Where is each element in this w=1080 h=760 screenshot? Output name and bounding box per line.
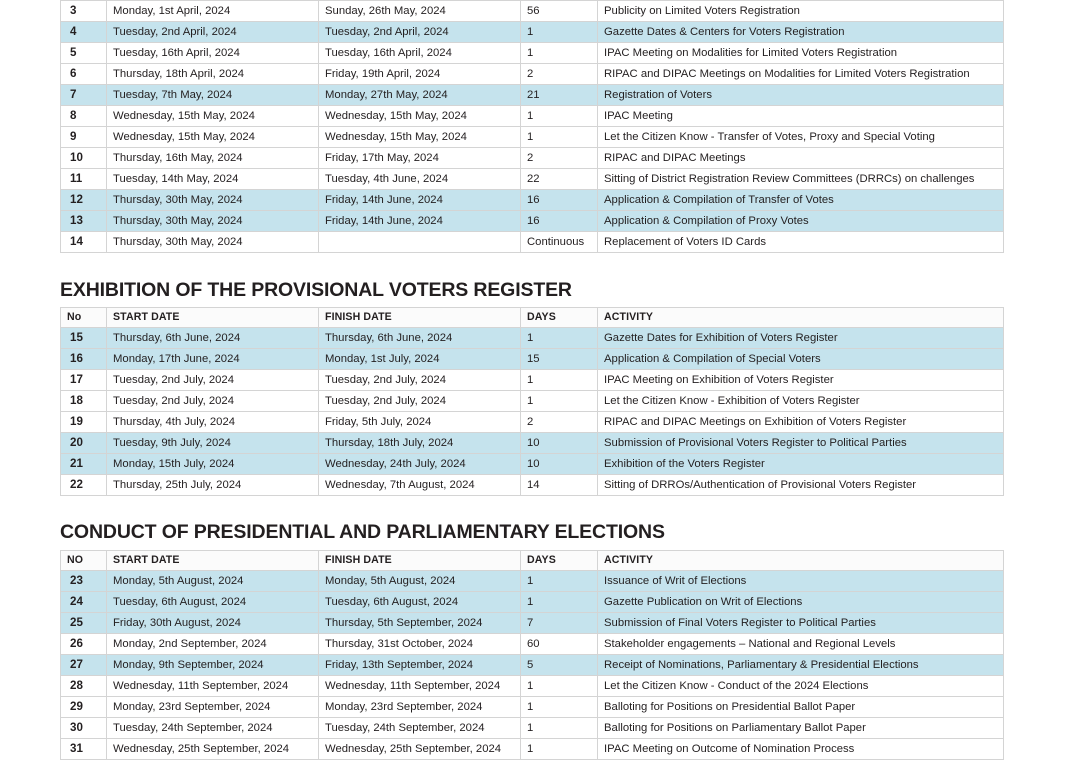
cell-no: 31: [61, 738, 107, 759]
cell-activity: Submission of Provisional Voters Register to Political Parties: [598, 433, 1004, 454]
table-row: [61, 106, 1004, 127]
cell-no: 29: [61, 696, 107, 717]
cell-no: 6: [61, 64, 107, 85]
cell-days: 1: [521, 106, 598, 127]
cell-start-date: Tuesday, 6th August, 2024: [107, 591, 319, 612]
column-header-activity: ACTIVITY: [598, 550, 1004, 570]
table-row: [61, 370, 1004, 391]
table-row: [61, 738, 1004, 759]
cell-start-date: Monday, 17th June, 2024: [107, 349, 319, 370]
cell-no: 24: [61, 591, 107, 612]
cell-activity: Let the Citizen Know - Exhibition of Voters Register: [598, 391, 1004, 412]
cell-finish-date: Wednesday, 24th July, 2024: [319, 454, 521, 475]
column-header-finish-date: FINISH DATE: [319, 550, 521, 570]
cell-activity: Application & Compilation of Proxy Votes: [598, 211, 1004, 232]
cell-start-date: Tuesday, 14th May, 2024: [107, 169, 319, 190]
cell-finish-date: Tuesday, 24th September, 2024: [319, 717, 521, 738]
cell-finish-date: Thursday, 18th July, 2024: [319, 433, 521, 454]
cell-no: 17: [61, 370, 107, 391]
table-row: [61, 717, 1004, 738]
cell-finish-date: Wednesday, 25th September, 2024: [319, 738, 521, 759]
cell-no: 14: [61, 232, 107, 253]
calendar-table: [60, 550, 1004, 760]
table-header-row: [61, 308, 1004, 328]
table-row: [61, 612, 1004, 633]
cell-days: 1: [521, 127, 598, 148]
cell-no: 20: [61, 433, 107, 454]
cell-no: 3: [61, 1, 107, 22]
cell-activity: Application & Compilation of Special Voters: [598, 349, 1004, 370]
column-header-days: DAYS: [521, 308, 598, 328]
cell-activity: Receipt of Nominations, Parliamentary & Presidential Elections: [598, 654, 1004, 675]
cell-activity: Stakeholder engagements – National and Regional Levels: [598, 633, 1004, 654]
cell-start-date: Tuesday, 2nd July, 2024: [107, 391, 319, 412]
table-row: [61, 433, 1004, 454]
cell-no: 12: [61, 190, 107, 211]
cell-activity: Gazette Publication on Writ of Elections: [598, 591, 1004, 612]
column-header-no: No: [61, 308, 107, 328]
cell-activity: Replacement of Voters ID Cards: [598, 232, 1004, 253]
cell-days: 1: [521, 43, 598, 64]
table-row: [61, 454, 1004, 475]
cell-finish-date: Wednesday, 11th September, 2024: [319, 675, 521, 696]
cell-finish-date: Friday, 17th May, 2024: [319, 148, 521, 169]
cell-activity: Submission of Final Voters Register to Political Parties: [598, 612, 1004, 633]
table-row: [61, 64, 1004, 85]
cell-finish-date: Tuesday, 16th April, 2024: [319, 43, 521, 64]
cell-finish-date: Tuesday, 2nd April, 2024: [319, 22, 521, 43]
cell-no: 15: [61, 328, 107, 349]
section-spacer: [0, 253, 1080, 280]
table-row: [61, 696, 1004, 717]
section-title: CONDUCT OF PRESIDENTIAL AND PARLIAMENTARY ELECTIONS: [60, 521, 665, 544]
table-row: [61, 43, 1004, 64]
cell-start-date: Thursday, 4th July, 2024: [107, 412, 319, 433]
cell-start-date: Thursday, 30th May, 2024: [107, 211, 319, 232]
table-row: [61, 232, 1004, 253]
cell-days: 2: [521, 148, 598, 169]
cell-start-date: Tuesday, 7th May, 2024: [107, 85, 319, 106]
cell-days: 1: [521, 570, 598, 591]
cell-days: 22: [521, 169, 598, 190]
cell-activity: RIPAC and DIPAC Meetings on Modalities for Limited Voters Registration: [598, 64, 1004, 85]
calendar-table: [60, 0, 1004, 253]
cell-days: 21: [521, 85, 598, 106]
table-row: [61, 190, 1004, 211]
cell-activity: Gazette Dates & Centers for Voters Registration: [598, 22, 1004, 43]
cell-start-date: Thursday, 30th May, 2024: [107, 190, 319, 211]
cell-finish-date: [319, 232, 521, 253]
cell-start-date: Thursday, 30th May, 2024: [107, 232, 319, 253]
calendar-table: [60, 307, 1004, 496]
column-header-activity: ACTIVITY: [598, 308, 1004, 328]
cell-start-date: Wednesday, 11th September, 2024: [107, 675, 319, 696]
cell-finish-date: Thursday, 5th September, 2024: [319, 612, 521, 633]
cell-start-date: Monday, 23rd September, 2024: [107, 696, 319, 717]
cell-finish-date: Thursday, 6th June, 2024: [319, 328, 521, 349]
cell-no: 28: [61, 675, 107, 696]
table-row: [61, 675, 1004, 696]
cell-no: 4: [61, 22, 107, 43]
cell-activity: IPAC Meeting on Modalities for Limited Voters Registration: [598, 43, 1004, 64]
table-row: [61, 85, 1004, 106]
cell-start-date: Thursday, 18th April, 2024: [107, 64, 319, 85]
cell-no: 16: [61, 349, 107, 370]
cell-finish-date: Tuesday, 4th June, 2024: [319, 169, 521, 190]
cell-days: 1: [521, 717, 598, 738]
cell-finish-date: Monday, 1st July, 2024: [319, 349, 521, 370]
table-row: [61, 127, 1004, 148]
cell-activity: Balloting for Positions on Parliamentary Ballot Paper: [598, 717, 1004, 738]
column-header-finish-date: FINISH DATE: [319, 308, 521, 328]
cell-finish-date: Friday, 14th June, 2024: [319, 211, 521, 232]
cell-days: 56: [521, 1, 598, 22]
cell-start-date: Wednesday, 15th May, 2024: [107, 127, 319, 148]
cell-finish-date: Tuesday, 6th August, 2024: [319, 591, 521, 612]
column-header-start-date: START DATE: [107, 308, 319, 328]
cell-activity: Let the Citizen Know - Conduct of the 2024 Elections: [598, 675, 1004, 696]
section-title: EXHIBITION OF THE PROVISIONAL VOTERS REGISTER: [60, 279, 572, 301]
cell-activity: IPAC Meeting on Outcome of Nomination Process: [598, 738, 1004, 759]
table-row: [61, 328, 1004, 349]
cell-finish-date: Tuesday, 2nd July, 2024: [319, 370, 521, 391]
cell-no: 23: [61, 570, 107, 591]
calendar-section: [0, 0, 1080, 253]
cell-days: 5: [521, 654, 598, 675]
table-row: [61, 148, 1004, 169]
column-header-days: DAYS: [521, 550, 598, 570]
cell-finish-date: Friday, 5th July, 2024: [319, 412, 521, 433]
cell-activity: Balloting for Positions on Presidential Ballot Paper: [598, 696, 1004, 717]
cell-finish-date: Friday, 14th June, 2024: [319, 190, 521, 211]
cell-days: 1: [521, 22, 598, 43]
cell-finish-date: Wednesday, 15th May, 2024: [319, 127, 521, 148]
cell-no: 9: [61, 127, 107, 148]
cell-days: 16: [521, 211, 598, 232]
table-row: [61, 412, 1004, 433]
cell-finish-date: Monday, 5th August, 2024: [319, 570, 521, 591]
cell-finish-date: Tuesday, 2nd July, 2024: [319, 391, 521, 412]
cell-no: 25: [61, 612, 107, 633]
cell-activity: RIPAC and DIPAC Meetings on Exhibition of Voters Register: [598, 412, 1004, 433]
cell-no: 22: [61, 475, 107, 496]
cell-days: 1: [521, 591, 598, 612]
cell-activity: RIPAC and DIPAC Meetings: [598, 148, 1004, 169]
cell-finish-date: Friday, 19th April, 2024: [319, 64, 521, 85]
cell-no: 7: [61, 85, 107, 106]
cell-no: 13: [61, 211, 107, 232]
cell-start-date: Monday, 5th August, 2024: [107, 570, 319, 591]
cell-start-date: Thursday, 6th June, 2024: [107, 328, 319, 349]
cell-no: 26: [61, 633, 107, 654]
section-spacer: [0, 496, 1080, 522]
cell-start-date: Tuesday, 24th September, 2024: [107, 717, 319, 738]
cell-no: 10: [61, 148, 107, 169]
cell-activity: Issuance of Writ of Elections: [598, 570, 1004, 591]
cell-activity: Sitting of DRROs/Authentication of Provisional Voters Register: [598, 475, 1004, 496]
cell-finish-date: Sunday, 26th May, 2024: [319, 1, 521, 22]
cell-days: 10: [521, 454, 598, 475]
cell-days: 1: [521, 675, 598, 696]
cell-no: 11: [61, 169, 107, 190]
cell-start-date: Thursday, 25th July, 2024: [107, 475, 319, 496]
table-row: [61, 633, 1004, 654]
column-header-no: NO: [61, 550, 107, 570]
cell-days: 2: [521, 64, 598, 85]
cell-activity: Publicity on Limited Voters Registration: [598, 1, 1004, 22]
cell-days: 1: [521, 696, 598, 717]
cell-days: 2: [521, 412, 598, 433]
cell-activity: Gazette Dates for Exhibition of Voters Register: [598, 328, 1004, 349]
cell-start-date: Tuesday, 16th April, 2024: [107, 43, 319, 64]
cell-activity: Exhibition of the Voters Register: [598, 454, 1004, 475]
table-row: [61, 211, 1004, 232]
cell-finish-date: Thursday, 31st October, 2024: [319, 633, 521, 654]
cell-days: 1: [521, 391, 598, 412]
cell-start-date: Monday, 1st April, 2024: [107, 1, 319, 22]
cell-start-date: Wednesday, 25th September, 2024: [107, 738, 319, 759]
cell-days: 60: [521, 633, 598, 654]
cell-finish-date: Wednesday, 7th August, 2024: [319, 475, 521, 496]
table-row: [61, 591, 1004, 612]
table-row: [61, 1, 1004, 22]
cell-start-date: Friday, 30th August, 2024: [107, 612, 319, 633]
calendar-section: [0, 496, 1080, 759]
cell-start-date: Tuesday, 2nd July, 2024: [107, 370, 319, 391]
cell-finish-date: Friday, 13th September, 2024: [319, 654, 521, 675]
table-row: [61, 22, 1004, 43]
table-row: [61, 570, 1004, 591]
cell-no: 19: [61, 412, 107, 433]
cell-no: 30: [61, 717, 107, 738]
table-row: [61, 475, 1004, 496]
cell-days: 15: [521, 349, 598, 370]
cell-days: 1: [521, 328, 598, 349]
cell-start-date: Monday, 9th September, 2024: [107, 654, 319, 675]
cell-start-date: Monday, 15th July, 2024: [107, 454, 319, 475]
cell-start-date: Wednesday, 15th May, 2024: [107, 106, 319, 127]
cell-finish-date: Wednesday, 15th May, 2024: [319, 106, 521, 127]
cell-activity: IPAC Meeting: [598, 106, 1004, 127]
table-row: [61, 169, 1004, 190]
cell-start-date: Tuesday, 2nd April, 2024: [107, 22, 319, 43]
table-row: [61, 391, 1004, 412]
cell-start-date: Monday, 2nd September, 2024: [107, 633, 319, 654]
cell-activity: IPAC Meeting on Exhibition of Voters Register: [598, 370, 1004, 391]
cell-no: 8: [61, 106, 107, 127]
column-header-start-date: START DATE: [107, 550, 319, 570]
cell-days: 14: [521, 475, 598, 496]
calendar-section: [0, 253, 1080, 496]
cell-days: 1: [521, 370, 598, 391]
cell-activity: Sitting of District Registration Review Committees (DRRCs) on challenges: [598, 169, 1004, 190]
cell-days: 7: [521, 612, 598, 633]
cell-days: Continuous: [521, 232, 598, 253]
table-row: [61, 654, 1004, 675]
cell-activity: Registration of Voters: [598, 85, 1004, 106]
cell-start-date: Tuesday, 9th July, 2024: [107, 433, 319, 454]
cell-activity: Application & Compilation of Transfer of Votes: [598, 190, 1004, 211]
cell-days: 16: [521, 190, 598, 211]
cell-no: 18: [61, 391, 107, 412]
cell-activity: Let the Citizen Know - Transfer of Votes, Proxy and Special Voting: [598, 127, 1004, 148]
table-row: [61, 349, 1004, 370]
cell-days: 10: [521, 433, 598, 454]
cell-no: 5: [61, 43, 107, 64]
cell-start-date: Thursday, 16th May, 2024: [107, 148, 319, 169]
cell-days: 1: [521, 738, 598, 759]
cell-finish-date: Monday, 27th May, 2024: [319, 85, 521, 106]
cell-no: 21: [61, 454, 107, 475]
cell-finish-date: Monday, 23rd September, 2024: [319, 696, 521, 717]
table-header-row: [61, 550, 1004, 570]
cell-no: 27: [61, 654, 107, 675]
